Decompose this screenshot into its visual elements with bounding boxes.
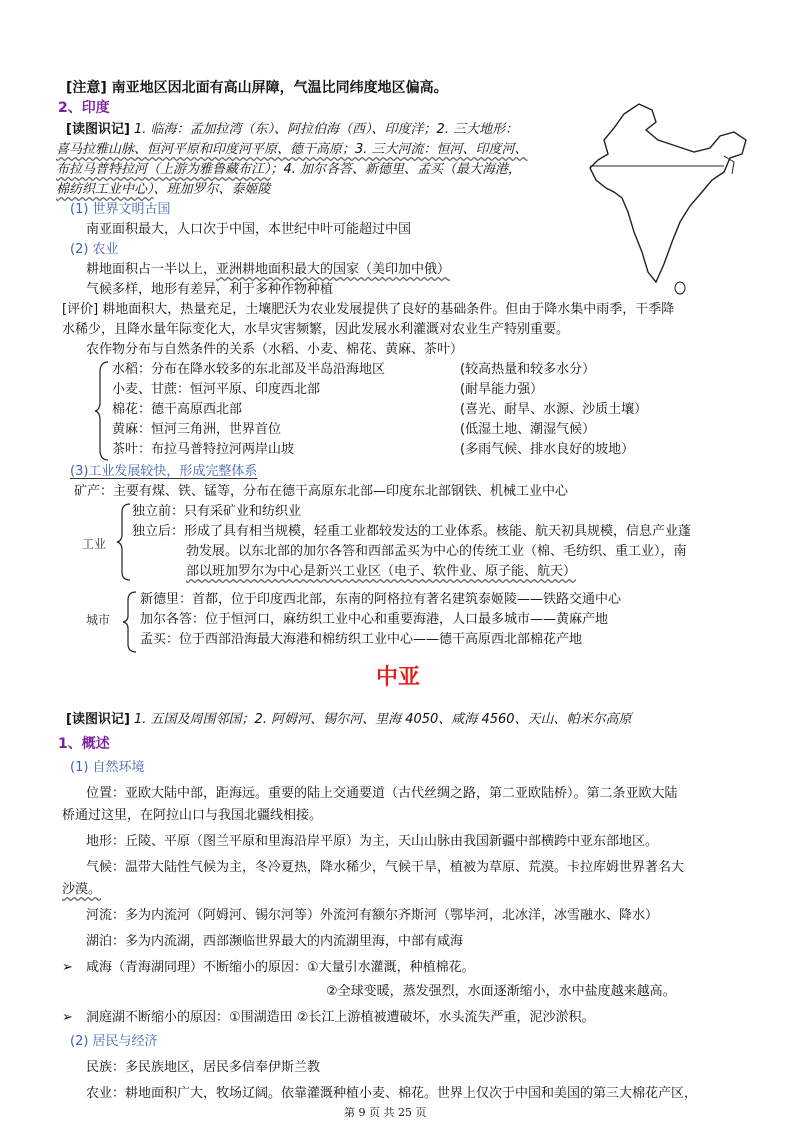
agri-line1-b: 亚洲耕地面积最大的国家（美印加中俄） (216, 262, 451, 277)
india-map-sketch (584, 96, 756, 296)
india-map-reading-line1 (66, 120, 518, 140)
city-mumbai: 孟买：位于西部沿海最大海港和棉纺织工业中心——德干高原西北部棉花产地 (140, 632, 583, 647)
agri-line2: 气候多样，地形有差异，利于多种作物种植 (86, 282, 334, 297)
note-south-asia: [注意] 南亚地区因北面有高山屏障，气温比同纬度地区偏高。 (66, 80, 448, 96)
lakes-text: 湖泊：多为内流湖，西部濒临世界最大的内流湖里海，中部有咸海 (86, 934, 464, 949)
bullet-arrow-icon: ➢ (62, 1010, 73, 1025)
agri-line1 (86, 260, 450, 280)
cities-label: 城市 (86, 613, 111, 627)
india-map-reading-line3 (56, 160, 521, 180)
dongting-text: 洞庭湖不断缩小的原因：①围湖造田 ②长江上游植被遭破坏，水头流失严重，泥沙淤积。 (86, 1010, 595, 1025)
bullet-arrow-icon: ➢ (62, 960, 73, 975)
crop-row-wheat: 小麦、甘蔗：恒河平原、印度西北部 (112, 382, 321, 397)
crop-row-jute-reason: (低湿土地、潮湿气候） (460, 422, 596, 437)
crop-row-rice-reason: (较高热量和较多水分） (460, 362, 596, 377)
crop-row-cotton-reason: (喜光、耐旱、水源、沙质土壤） (460, 402, 648, 417)
crops-brace (94, 360, 110, 462)
climate-line1: 气候：温带大陆性气候为主，冬冷夏热，降水稀少，气候干旱，植被为草原、荒漠。卡拉库姆世界著名大 (86, 860, 685, 875)
crop-row-rice: 水稻：分布在降水较多的东北部及半岛沿海地区 (112, 362, 386, 377)
nature-heading: (1) 自然环境 (70, 760, 145, 775)
industry-after-line1: 独立后：形成了具有相当规模，轻重工业都较发达的工业体系。核能、航天初具规模，信息产业蓬 (132, 524, 692, 539)
page-footer: 第 9 页 共 25 页 (344, 1106, 427, 1119)
climate-line2-text: 沙漠。 (62, 882, 102, 897)
industry-after-line3 (186, 562, 576, 582)
industry-after-line3-text: 部以班加罗尔为中心是新兴工业区（电子、软件业、原子能、航天） (186, 564, 577, 579)
ca-agri-text: 农业：耕地面积广大，牧场辽阔。依靠灌溉种植小麦、棉花。世界上仅次于中国和美国的第三大棉花产区， (86, 1086, 698, 1101)
industry-heading (70, 462, 257, 482)
cities-text: ；4. 加尔各答、新德里、孟买（最大海港， (270, 162, 522, 177)
crops-intro: 农作物分布与自然条件的关系（水稻、小麦、棉花、黄麻、茶叶） (86, 342, 464, 357)
crop-row-tea-reason: (多雨气候、排水良好的坡地） (460, 442, 635, 457)
location-line1: 位置：亚欧大陆中部，距海远。重要的陆上交通要道（古代丝绸之路，第二亚欧陆桥）。第二条亚欧大陆 (86, 786, 678, 801)
industry-label: 工业 (82, 537, 107, 551)
ca-map-reading-label: [读图识记] (66, 712, 130, 727)
india-map-reading-line4 (56, 180, 271, 200)
rivers-text: 河流：多为内流河（阿姆河、锡尔河等）外流河有额尔齐斯河（鄂毕河，北冰洋，冰雪融水、降水） (86, 908, 659, 923)
industry-before: 独立前：只有采矿业和纺织业 (132, 504, 302, 519)
central-asia-title: 中亚 (376, 665, 421, 690)
crop-row-tea: 茶叶：布拉马普特拉河两岸山坡 (112, 442, 295, 457)
city-newdelhi: 新德里：首都，位于印度西北部，东南的阿格拉有著名建筑泰姬陵——铁路交通中心 (140, 592, 622, 607)
cities-brace (122, 590, 138, 654)
cotton-center-text: 棉纺织工业中心） (56, 182, 154, 197)
overview-heading: 1、概述 (58, 736, 110, 752)
aral-line1: 咸海（青海湖同理）不断缩小的原因：①大量引水灌溉，种植棉花。 (86, 960, 475, 975)
terrain-text: 地形：丘陵、平原（图兰平原和里海沿岸平原）为主，天山山脉由我国新疆中部横跨中亚东部地区。 (86, 834, 659, 849)
mineral-text: 矿产：主要有煤、铁、锰等，分布在德干高原东北部—印度东北部钢铁、机械工业中心 (74, 484, 569, 499)
ca-map-reading-text: 1. 五国及周围邻国；2. 阿姆河、锡尔河、里海 4050、咸海 4560、天山、帕米尔高原 (129, 712, 632, 727)
industry-brace (116, 502, 132, 582)
crop-row-cotton: 棉花：德干高原西北部 (112, 402, 243, 417)
india-map-reading-text1: 1. 临海：孟加拉湾（东）、阿拉伯海（西）、印度洋；2. 三大地形： (129, 122, 519, 137)
crop-row-wheat-reason: (耐旱能力强） (460, 382, 544, 397)
ethnic-text: 民族：多民族地区，居民多信奉伊斯兰教 (86, 1060, 321, 1075)
brahmaputra-text: 布拉马普特拉河（上游为雅鲁藏布江） (56, 162, 271, 177)
agri-heading: (2) 农业 (70, 242, 119, 257)
map-reading-label: [读图识记] (66, 122, 130, 137)
section-india-heading: 2、印度 (58, 100, 110, 116)
crop-row-jute: 黄麻：恒河三角洲，世界首位 (112, 422, 282, 437)
india-map-reading-line2: 喜马拉雅山脉、恒河平原和印度河平原、德干高原；3. 三大河流：恒河、印度河、 (56, 142, 528, 157)
city-kolkata: 加尔各答：位于恒河口，麻纺织工业中心和重要海港，人口最多城市——黄麻产地 (140, 612, 609, 627)
central-asia-map-reading (66, 710, 632, 730)
agri-eval-line2: 水稀少，且降水量年际变化大，水旱灾害频繁，因此发展水利灌溉对农业生产特别重要。 (62, 322, 570, 337)
industry-after-line2: 勃发展。以东北部的加尔各答和西部孟买为中心的传统工业（棉、毛纺织、重工业），南 (186, 544, 687, 559)
people-econ-heading: (2) 居民与经济 (70, 1034, 158, 1049)
civ-text: 南亚面积最大，人口次于中国，本世纪中叶可能超过中国 (86, 222, 412, 237)
civ-heading: (1) 世界文明古国 (70, 202, 171, 217)
agri-eval-line1: [评价] 耕地面积大，热量充足，土壤肥沃为农业发展提供了良好的基础条件。但由于降水集中雨季，干季降 (62, 302, 675, 317)
climate-line2 (62, 880, 101, 900)
industry-heading-text: (3)工业发展较快，形成完整体系 (70, 464, 258, 479)
bangalore-text: 、班加罗尔、泰姬陵 (153, 182, 271, 197)
location-line2: 桥通过这里，在阿拉山口与我国北疆线相接。 (62, 808, 323, 823)
agri-line1-a: 耕地面积占一半以上， (86, 262, 217, 277)
aral-line2: ②全球变暖，蒸发强烈，水面逐渐缩小，水中盐度越来越高。 (326, 984, 676, 999)
